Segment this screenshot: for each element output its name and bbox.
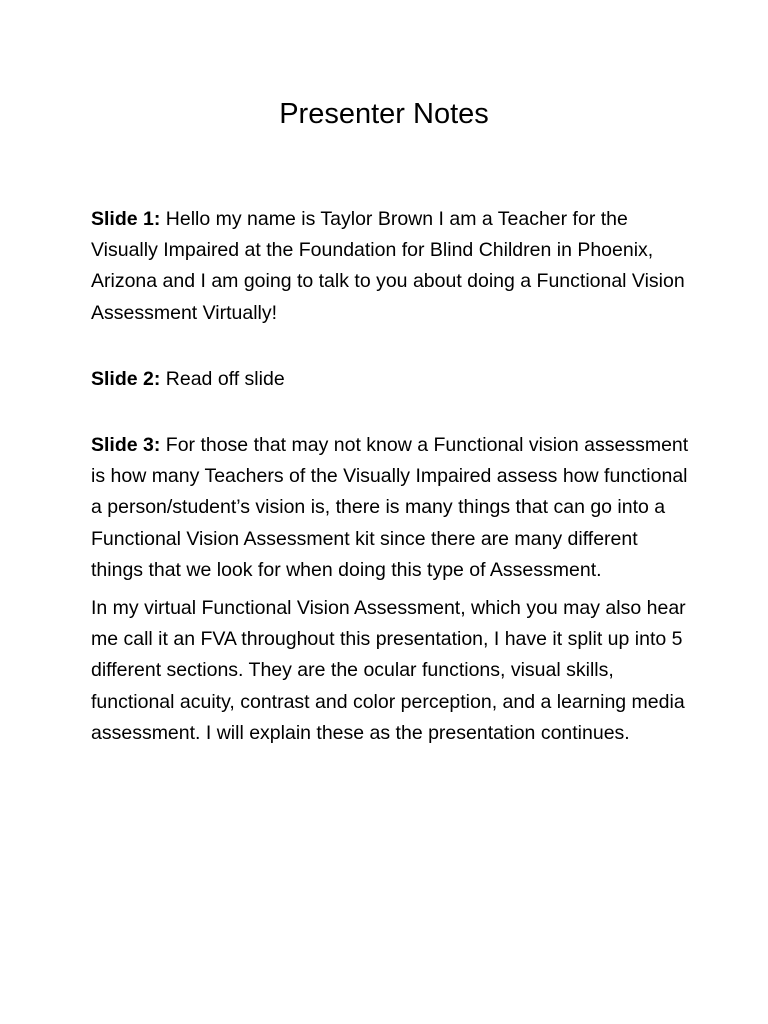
page-title: Presenter Notes — [279, 98, 489, 130]
slide-1-label: Slide 1: — [91, 208, 161, 230]
slide-3-label: Slide 3: — [91, 434, 161, 457]
slide-2-label: Slide 2: — [91, 367, 161, 390]
slide-1-text: Hello my name is Taylor Brown I am a Teacher for the Visually Impaired at the Foundation for Blind Children in Phoenix, Arizona and I am going to talk to you about doing a Functional Vision Assessment Virtually! — [91, 208, 685, 324]
slide-2-text: Read off slide — [165, 367, 285, 390]
slide-1-note — [91, 204, 691, 329]
slide-3-continuation — [91, 593, 691, 749]
notes-body — [91, 204, 691, 749]
slide-3-note — [91, 430, 691, 586]
slide-3-text: For those that may not know a Functional vision assessment is how many Teachers of the Visually Impaired assess how functional a person/student’s vision is, there is many things that can go into a Functional Vision Assessment kit since there are many different things that we look for when doing this type of Assessment. — [91, 434, 689, 581]
slide-2-note — [91, 364, 691, 395]
slide-3-continuation-text: In my virtual Functional Vision Assessment, which you may also hear me call it an FVA throughout this presentation, I have it split up into 5 different sections. They are the ocular functions, visual skills, functional acuity, contrast and color perception, and a learning media assessment. I will explain these as the presentation continues. — [91, 597, 686, 744]
